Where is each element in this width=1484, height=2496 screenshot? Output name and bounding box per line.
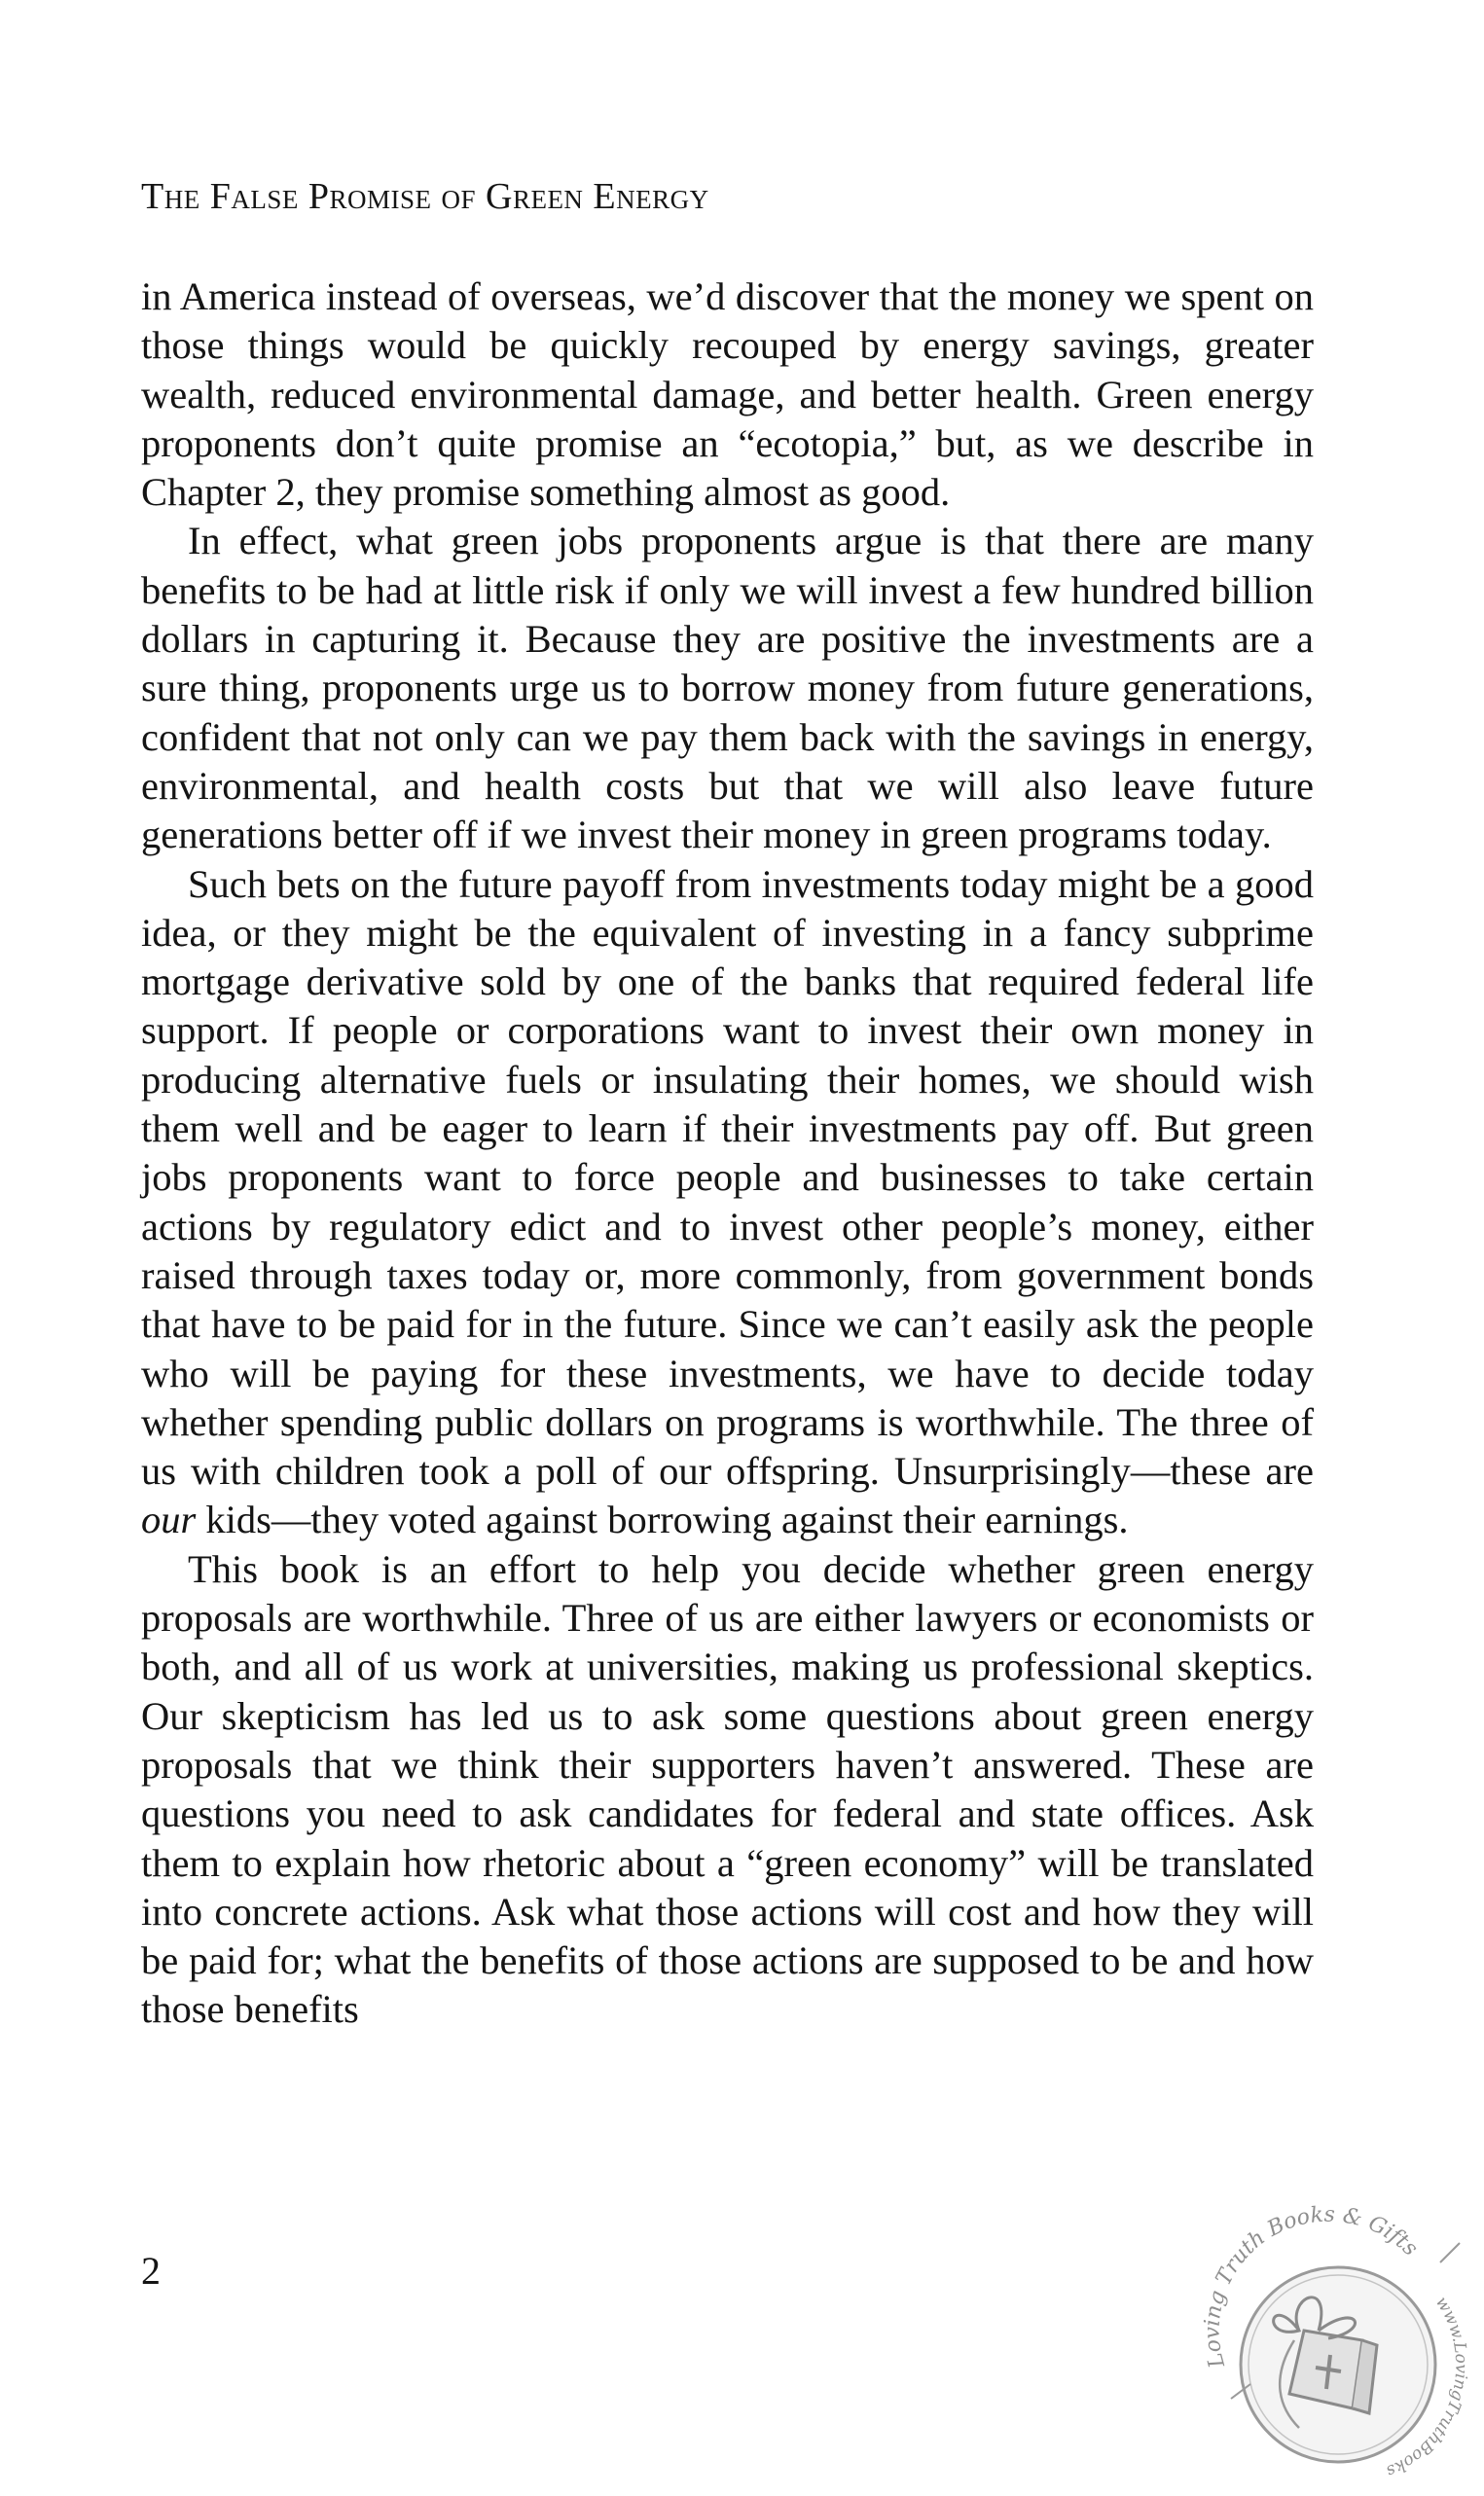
paragraph-2: In effect, what green jobs proponents argue is that there are many benefits to be had at little risk if only we will invest a few hundred billion dollars in capturing it. Because they are positive the investments are a sure thing, proponents urge us to borrow money from future generations, confident that not only can we pay them back with the savings in energy, environmental, and health costs but that we will also leave future generations better off if we invest their money in green programs today. — [141, 519, 1314, 857]
stamp-text-top: Loving Truth Books & Gifts — [1200, 2202, 1423, 2370]
book-gift-seal-icon — [1192, 2185, 1484, 2491]
paragraph-1: in America instead of overseas, we’d discover that the money we spent on those things would be quickly recouped by energy savings, greater wealth, reduced environmental damage, and better health. Green energy proponents don’t quite promise an “ecotopia,” but, as we describe in Chapter 2, they promise something almost as good. — [141, 274, 1314, 515]
paragraph-3-emphasis: our — [141, 1498, 197, 1542]
paragraph-3 — [141, 860, 1314, 1545]
page-number: 2 — [141, 2249, 161, 2293]
paragraph-3-part-a: Such bets on the future payoff from investments today might be a good idea, or they might be the equivalent of investing in a fancy subprime mortgage derivative sold by one of the banks that required federal life support. If people or corporations want to invest their own money in producing alternative fuels or insulating their homes, we should wish them well and be eager to learn if their investments pay off. But green jobs proponents want to force people and businesses to take certain actions by regulatory edict and to invest other people’s money, either raised through taxes today or, more commonly, from government bonds that have to be paid for in the future. Since we can’t easily ask the people who will be paying for these investments, we have to decide today whether spending public dollars on programs is worthwhile. The three of us with children took a poll of our offspring. Unsurprisingly—these are — [141, 861, 1314, 1494]
paragraph-3-part-b: kids—they voted against borrowing against their earnings. — [196, 1498, 1129, 1542]
running-head-title: The False Promise of Green Energy — [141, 176, 709, 217]
body-text — [141, 272, 1314, 2035]
paragraph-4: This book is an effort to help you decide whether green energy proposals are worthwhile. Three of us are either lawyers or economists or both, and all of us work at universities, making us professional skeptics. Our skepticism has led us to ask some questions about green energy proposals that we think their supporters haven’t answered. These are questions you need to ask candidates for federal and state offices. Ask them to explain how rhetoric about a “green economy” will be translated into concrete actions. Ask what those actions will cost and how they will be paid for; what the benefits of those actions are supposed to be and how those benefits — [141, 1546, 1314, 2032]
stamp-text-side: www.LovingTruthBooks — [1383, 2293, 1471, 2481]
